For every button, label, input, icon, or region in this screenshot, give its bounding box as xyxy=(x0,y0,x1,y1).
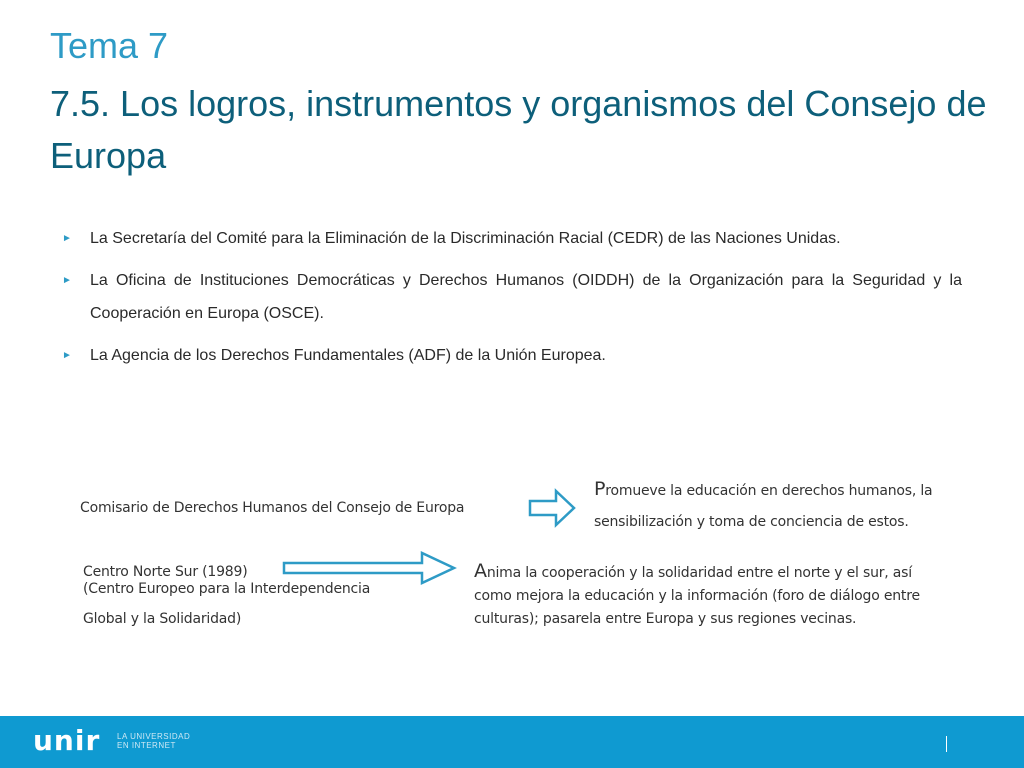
list-item-text: La Agencia de los Derechos Fundamentales (ADF) de la Unión Europea. xyxy=(90,347,606,364)
page-title: 7.5. Los logros, instrumentos y organismos del Consejo de Europa xyxy=(50,83,987,176)
list-item-text: La Oficina de Instituciones Democráticas y Derechos Humanos (OIDDH) de la Organización para la Seguridad y la Cooperación en Europa (OSCE). xyxy=(90,272,962,322)
footer-bar xyxy=(0,716,1024,768)
logo-tagline-line: EN INTERNET xyxy=(117,741,176,750)
unir-logo[interactable]: unir xyxy=(33,724,101,757)
commissioner-description xyxy=(594,478,932,502)
list-item xyxy=(60,339,962,372)
long-arrow-right-icon xyxy=(282,548,458,588)
drop-initial: A xyxy=(474,560,487,582)
description-line: culturas); pasarela entre Europa y sus regiones vecinas. xyxy=(474,611,857,627)
description-line: como mejora la educación y la información (foro de diálogo entre xyxy=(474,588,920,604)
list-item xyxy=(60,222,962,255)
drop-initial: P xyxy=(594,478,606,500)
centro-norte-sur-description xyxy=(474,560,912,584)
commissioner-label: Comisario de Derechos Humanos del Consejo de Europa xyxy=(80,500,465,516)
description-line: nima la cooperación y la solidaridad entre el norte y el sur, así xyxy=(486,565,912,581)
logo-tagline-line: LA UNIVERSIDAD xyxy=(117,732,191,741)
bullet-list xyxy=(60,222,962,381)
footer-divider xyxy=(946,736,947,752)
arrow-right-icon xyxy=(528,488,578,528)
centro-norte-sur-label: Centro Norte Sur (1989) xyxy=(83,564,248,580)
topic-heading: Tema 7 xyxy=(50,25,169,66)
bullet-arrow-icon: ► xyxy=(62,275,72,286)
description-line: sensibilización y toma de conciencia de estos. xyxy=(594,514,909,530)
list-item xyxy=(60,264,962,330)
bullet-arrow-icon: ► xyxy=(62,233,72,244)
bullet-arrow-icon: ► xyxy=(62,350,72,361)
centro-norte-sur-label-line: (Centro Europeo para la Interdependencia xyxy=(83,581,371,597)
list-item-text: La Secretaría del Comité para la Eliminación de la Discriminación Racial (CEDR) de las Naciones Unidas. xyxy=(90,230,841,247)
centro-norte-sur-label-line: Global y la Solidaridad) xyxy=(83,611,242,627)
logo-tagline xyxy=(117,732,190,750)
description-line: romueve la educación en derechos humanos, la xyxy=(605,483,933,499)
